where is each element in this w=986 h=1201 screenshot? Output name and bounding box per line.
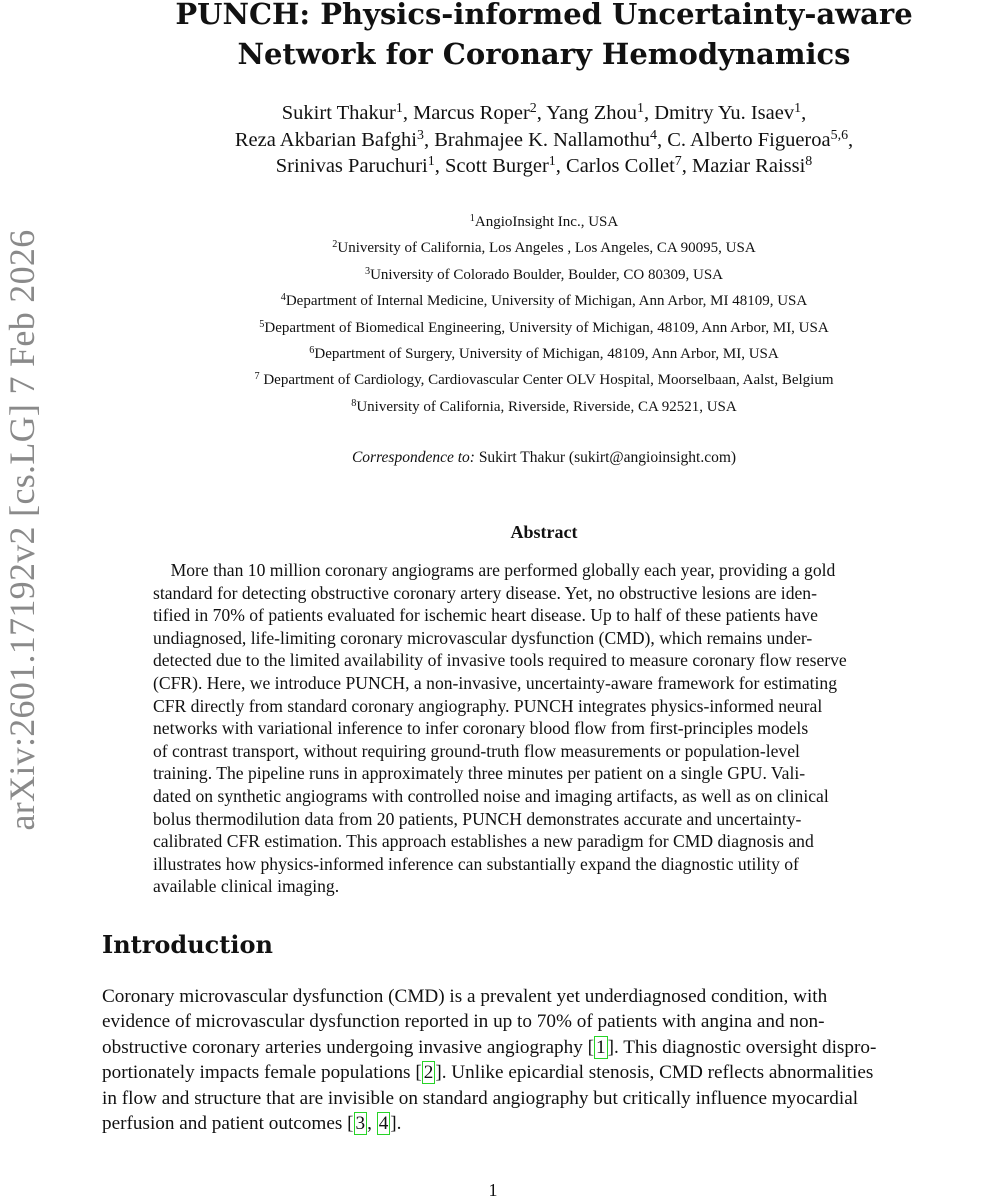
citation-link[interactable]: 1 <box>595 1036 606 1058</box>
author-affil-mark: 1 <box>548 154 556 170</box>
author-name: Reza Akbarian Bafghi <box>234 128 417 151</box>
author-affil-mark: 7 <box>674 154 682 170</box>
affiliation-text: Department of Internal Medicine, University of Michigan, Ann Arbor, MI 48109, USA <box>285 293 808 310</box>
author-affil-mark: 1 <box>427 154 435 170</box>
affiliation-number: 8 <box>351 397 357 409</box>
abstract-line: detected due to the limited availability of invasive tools required to measure coronary flow reserve <box>153 650 847 671</box>
author-name: C. Alberto Figueroa <box>667 128 831 151</box>
author-affil-mark: 4 <box>649 127 657 143</box>
citation-link[interactable]: 3 <box>355 1113 366 1135</box>
abstract-line: More than 10 million coronary angiograms are performed globally each year, providing a gold <box>153 560 836 580</box>
affiliation-number: 1 <box>469 212 475 224</box>
affiliation-item <box>100 262 986 288</box>
abstract-heading: Abstract <box>510 522 578 542</box>
abstract-line: calibrated CFR estimation. This approach establishes a new paradigm for CMD diagnosis and <box>153 831 814 852</box>
author-separator: , <box>656 128 668 151</box>
abstract-line: available clinical imaging. <box>153 876 340 897</box>
author-name: Brahmajee K. Nallamothu <box>434 128 650 151</box>
author-affil-mark: 1 <box>395 101 403 117</box>
author-name: Scott Burger <box>444 155 549 177</box>
author-name: Maziar Raissi <box>692 155 806 177</box>
author-affil-mark: 1 <box>794 101 802 117</box>
affiliation-text: Department of Cardiology, Cardiovascular Center OLV Hospital, Moorselbaan, Aalst, Belgium <box>259 372 834 389</box>
abstract-line: illustrates how physics-informed inference can substantially expand the diagnostic utility of <box>153 853 799 874</box>
abstract-body <box>153 559 847 898</box>
abstract-line: CFR directly from standard coronary angiography. PUNCH integrates physics-informed neural <box>153 695 823 716</box>
affiliation-item <box>100 235 986 261</box>
paper-title <box>100 0 986 74</box>
affiliation-item <box>100 394 986 420</box>
affiliation-text: Department of Surgery, University of Michigan, 48109, Ann Arbor, MI, USA <box>314 346 779 363</box>
abstract-line: training. The pipeline runs in approximately three minutes per patient on a single GPU. Vali- <box>153 763 806 784</box>
abstract-line: networks with variational inference to infer coronary blood flow from first-principles models <box>153 718 809 739</box>
affiliation-item <box>100 341 986 367</box>
intro-line: obstructive coronary arteries undergoing invasive angiography [ 1 ]. This diagnostic oversight dispro- <box>102 1036 877 1058</box>
correspondence-text: Sukirt Thakur (sukirt@angioinsight.com) <box>474 449 737 466</box>
author-name: Carlos Collet <box>566 155 675 177</box>
introduction-body <box>102 984 876 1136</box>
author-line-2 <box>100 127 986 154</box>
affiliation-text: University of Colorado Boulder, Boulder, CO 80309, USA <box>370 266 724 283</box>
author-separator: , <box>681 155 692 177</box>
affiliation-list <box>100 209 986 420</box>
intro-line: evidence of microvascular dysfunction reported in up to 70% of patients with angina and non- <box>102 1011 825 1033</box>
affiliation-text: AngioInsight Inc., USA <box>474 214 619 230</box>
abstract-line: bolus thermodilution data from 20 patients, PUNCH demonstrates accurate and uncertainty- <box>153 808 802 829</box>
correspondence-label: Correspondence to: <box>351 449 475 466</box>
author-line-3 <box>100 153 986 180</box>
title-line-1: PUNCH: Physics-informed Uncertainty-aware <box>175 0 913 31</box>
intro-line: perfusion and patient outcomes [ 3 , 4 ]. <box>102 1113 402 1135</box>
affiliation-number: 2 <box>332 239 338 251</box>
author-separator: , <box>643 102 655 124</box>
author-separator: , <box>848 128 854 151</box>
intro-text: . This diagnostic oversight dispro- <box>613 1036 877 1058</box>
author-separator: , <box>801 102 807 124</box>
intro-text: obstructive coronary arteries undergoing invasive angiography <box>102 1036 588 1058</box>
title-line-2: Network for Coronary Hemodynamics <box>237 37 851 71</box>
intro-text: . <box>396 1113 402 1135</box>
author-affil-mark: 1 <box>637 101 644 117</box>
affiliation-item <box>100 315 986 341</box>
arxiv-identifier: arXiv:2601.17192v2 [cs.LG] 7 Feb 2026 <box>2 229 42 831</box>
author-separator: , <box>423 128 435 151</box>
abstract-line: tified in 70% of patients evaluated for ischemic heart disease. Up to half of these patients have <box>153 605 818 626</box>
intro-text: perfusion and patient outcomes <box>102 1113 348 1135</box>
affiliation-number: 5 <box>259 318 265 330</box>
abstract-line: (CFR). Here, we introduce PUNCH, a non-invasive, uncertainty-aware framework for estimating <box>153 672 837 693</box>
intro-line: in flow and structure that are invisible on standard angiography but critically influence myocardial <box>102 1087 859 1109</box>
affiliation-text: Department of Biomedical Engineering, University of Michigan, 48109, Ann Arbor, MI, USA <box>264 319 829 336</box>
affiliation-text: University of California, Los Angeles , Los Angeles, CA 90095, USA <box>337 240 756 257</box>
introduction-heading: Introduction <box>102 930 273 959</box>
author-name: Marcus Roper <box>413 102 530 124</box>
affiliation-item <box>100 209 986 235</box>
author-separator: , <box>434 155 445 177</box>
author-name: Srinivas Paruchuri <box>275 155 428 177</box>
abstract-line: of contrast transport, without requiring ground-truth flow measurements or population-level <box>153 740 800 761</box>
author-separator: , <box>555 155 567 177</box>
author-separator: , <box>402 102 414 124</box>
affiliation-number: 3 <box>364 265 371 277</box>
arxiv-stamp <box>0 210 44 850</box>
affiliation-item <box>100 367 986 393</box>
author-name: Yang Zhou <box>546 102 638 124</box>
author-separator: , <box>536 102 547 124</box>
correspondence <box>100 449 986 467</box>
author-name: Sukirt Thakur <box>281 102 396 124</box>
author-name: Dmitry Yu. Isaev <box>654 102 795 124</box>
intro-text: . Unlike epicardial stenosis, CMD reflects abnormalities <box>441 1062 874 1084</box>
intro-line: portionately impacts female populations [ 2 ]. Unlike epicardial stenosis, CMD reflects abnormalities <box>102 1062 874 1084</box>
citation-link[interactable]: 4 <box>378 1113 389 1135</box>
citation-link[interactable]: 2 <box>423 1062 434 1084</box>
affiliation-number: 7 <box>254 371 260 383</box>
page-number: 1 <box>488 1180 498 1200</box>
intro-text: portionately impacts female populations <box>102 1062 416 1084</box>
author-affil-mark: 5,6 <box>830 127 849 143</box>
author-list <box>100 100 986 180</box>
abstract-line: undiagnosed, life-limiting coronary microvascular dysfunction (CMD), which remains under- <box>153 627 813 648</box>
author-affil-mark: 3 <box>417 127 424 143</box>
abstract-line: standard for detecting obstructive coronary artery disease. Yet, no obstructive lesions are iden- <box>153 582 817 603</box>
author-affil-mark: 2 <box>529 101 537 117</box>
abstract-line: dated on synthetic angiograms with controlled noise and imaging artifacts, as well as on clinical <box>153 785 829 806</box>
affiliation-text: University of California, Riverside, Riverside, CA 92521, USA <box>356 398 737 415</box>
intro-line: Coronary microvascular dysfunction (CMD) is a prevalent yet underdiagnosed condition, with <box>102 986 828 1007</box>
author-affil-mark: 8 <box>805 154 813 170</box>
affiliation-number: 6 <box>309 344 315 356</box>
author-line-1 <box>100 100 986 127</box>
affiliation-item <box>100 288 986 314</box>
affiliation-number: 4 <box>280 292 286 304</box>
